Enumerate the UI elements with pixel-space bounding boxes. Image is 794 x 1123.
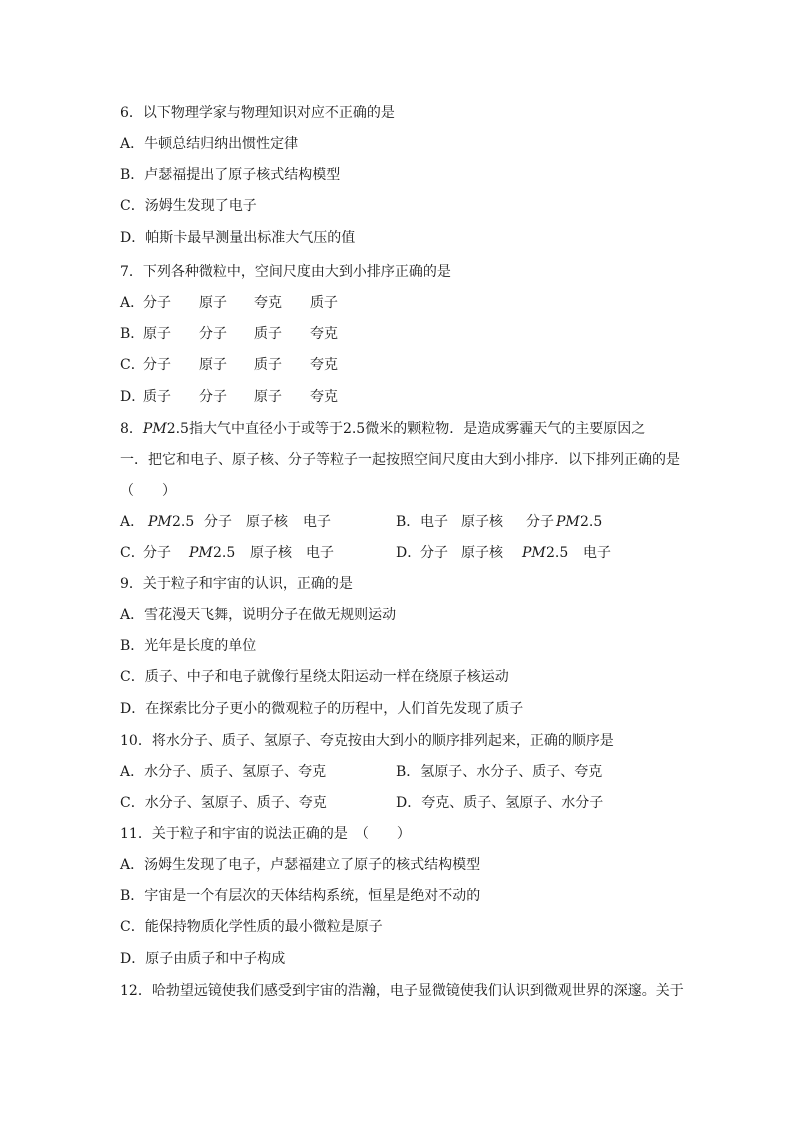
q6-option-b: B．卢瑟福提出了原子核式结构模型 — [120, 167, 341, 183]
option-label: A． — [120, 514, 145, 530]
pm-symbol: PM — [189, 545, 213, 561]
q11-option-a: A．汤姆生发现了电子，卢瑟福建立了原子的核式结构模型 — [120, 857, 481, 873]
option-item: 分子 — [199, 326, 227, 342]
option-item: 夸克 — [254, 295, 282, 311]
q6-stem: 6．以下物理学家与物理知识对应不正确的是 — [120, 105, 395, 121]
option-item: 2.5 — [546, 545, 569, 561]
option-item: 电子 — [583, 545, 611, 561]
option-item: 电子 — [420, 514, 448, 530]
option-label: C． — [120, 357, 145, 373]
option-item: 2.5 — [213, 545, 236, 561]
pm-symbol: PM — [556, 514, 580, 530]
q8-stem-line-2: 一．把它和电子、原子核、分子等粒子一起按照空间尺度由大到小排序．以下排列正确的是 — [120, 452, 680, 468]
option-label: B． — [120, 326, 145, 342]
q10-option-b: B．氢原子、水分子、质子、夸克 — [396, 764, 603, 780]
option-item: 质子 — [310, 295, 338, 311]
option-item: 原子 — [199, 357, 227, 373]
option-item: 原子核 — [246, 514, 288, 530]
option-item: 夸克 — [310, 326, 338, 342]
option-item: 原子核 — [461, 514, 503, 530]
pm-symbol: PM — [522, 545, 546, 561]
option-label: D． — [120, 389, 146, 405]
q11-option-d: D．原子由质子和中子构成 — [120, 951, 286, 967]
option-item: 分子 — [420, 545, 448, 561]
q9-option-c: C．质子、中子和电子就像行星绕太阳运动一样在绕原子核运动 — [120, 669, 509, 685]
option-item: 夸克 — [310, 357, 338, 373]
q8-stem-line-1 — [120, 420, 645, 438]
option-label: A． — [120, 295, 145, 311]
pm-symbol: PM — [148, 514, 172, 530]
option-item: 分子 — [143, 357, 171, 373]
pm-symbol: PM — [142, 421, 167, 437]
option-item: 原子核 — [461, 545, 503, 561]
q10-option-d: D．夸克、质子、氢原子、水分子 — [396, 795, 604, 811]
option-item: 质子 — [254, 326, 282, 342]
q6-option-d: D．帕斯卡最早测量出标准大气压的值 — [120, 230, 356, 246]
option-item: 2.5 — [172, 514, 195, 530]
option-item: 分子 — [526, 514, 554, 530]
q10-option-a: A．水分子、质子、氢原子、夸克 — [120, 764, 327, 780]
option-item: 分子 — [143, 295, 171, 311]
q12-stem: 12．哈勃望远镜使我们感受到宇宙的浩瀚，电子显微镜使我们认识到微观世界的深邃。关于 — [120, 983, 684, 999]
option-item: 质子 — [254, 357, 282, 373]
q9-stem: 9．关于粒子和宇宙的认识，正确的是 — [120, 576, 353, 592]
q11-option-c: C．能保持物质化学性质的最小微粒是原子 — [120, 919, 383, 935]
option-item: 原子 — [199, 295, 227, 311]
q9-option-d: D．在探索比分子更小的微观粒子的历程中，人们首先发现了质子 — [120, 701, 524, 717]
option-item: 分子 — [199, 389, 227, 405]
q8-stem-text: 2.5指大气中直径小于或等于2.5微米的颗粒物．是造成雾霾天气的主要原因之 — [166, 421, 646, 437]
q6-option-c: C．汤姆生发现了电子 — [120, 198, 257, 214]
q10-stem: 10．将水分子、质子、氢原子、夸克按由大到小的顺序排列起来，正确的顺序是 — [120, 733, 614, 749]
option-label: D． — [396, 545, 422, 561]
option-item: 质子 — [143, 389, 171, 405]
q8-number: 8． — [120, 421, 143, 437]
option-label: B． — [396, 514, 421, 530]
option-item: 原子核 — [250, 545, 292, 561]
q8-answer-bracket: （ ） — [120, 483, 176, 499]
q7-stem: 7．下列各种微粒中，空间尺度由大到小排序正确的是 — [120, 264, 451, 280]
option-item: 原子 — [143, 326, 171, 342]
option-item: 2.5 — [580, 514, 603, 530]
option-item: 电子 — [306, 545, 334, 561]
q9-option-b: B．光年是长度的单位 — [120, 638, 257, 654]
q6-option-a: A．牛顿总结归纳出惯性定律 — [120, 136, 299, 152]
option-label: C． — [120, 545, 145, 561]
option-item: 夸克 — [310, 389, 338, 405]
option-item: 分子 — [143, 545, 171, 561]
option-item: 电子 — [303, 514, 331, 530]
q9-option-a: A．雪花漫天飞舞，说明分子在做无规则运动 — [120, 607, 397, 623]
q11-stem: 11．关于粒子和宇宙的说法正确的是 （ ） — [120, 826, 411, 842]
option-item: 原子 — [254, 389, 282, 405]
q10-option-c: C．水分子、氢原子、质子、夸克 — [120, 795, 327, 811]
option-item: 分子 — [204, 514, 232, 530]
q11-option-b: B．宇宙是一个有层次的天体结构系统，恒星是绝对不动的 — [120, 888, 481, 904]
